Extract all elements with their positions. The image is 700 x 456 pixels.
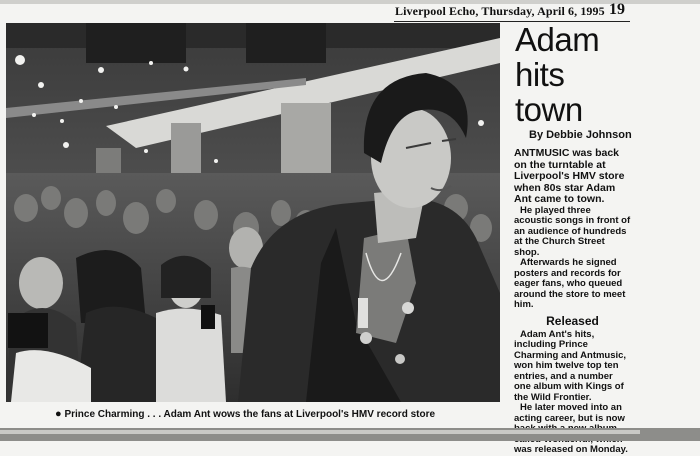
news-photo — [6, 23, 500, 402]
headline-line: hits — [515, 56, 565, 93]
photo-illustration — [6, 23, 500, 402]
article-body — [514, 148, 631, 456]
article-subhead: Released — [546, 313, 599, 328]
masthead-publication-line: Liverpool Echo, Thursday, April 6, 1995 — [395, 4, 605, 18]
headline-line: town — [515, 91, 583, 128]
byline: By Debbie Johnson — [529, 129, 632, 141]
page-bottom-edge — [0, 428, 700, 441]
headline-line: Adam — [515, 21, 600, 58]
article-paragraph: He later moved into an acting career, but is now was released on Monday. — [514, 402, 628, 455]
article-paragraph: Afterwards he signed posters and records for eager fans, who queued around the store to meet him. — [514, 257, 626, 310]
photo-caption — [55, 408, 495, 420]
caption-bullet-icon: ● — [55, 408, 62, 420]
article-lead: ANTMUSIC was back on the turntable at Liverpool's HMV store when 80s star Adam Ant came to town. — [514, 147, 625, 205]
article-paragraph: He played three acoustic songs in front of an audience of hundreds at the Church Street shop. — [514, 204, 631, 258]
article-paragraph: Adam Ant's hits, including Prince Charming and Antmusic, won him twelve top ten entries, and a number one album with Kings of the Wild Frontier. — [514, 328, 627, 403]
headline — [515, 22, 635, 127]
page-number: 19 — [609, 1, 625, 18]
caption-text: Prince Charming . . . Adam Ant wows the fans at Liverpool's HMV record store — [64, 409, 436, 420]
